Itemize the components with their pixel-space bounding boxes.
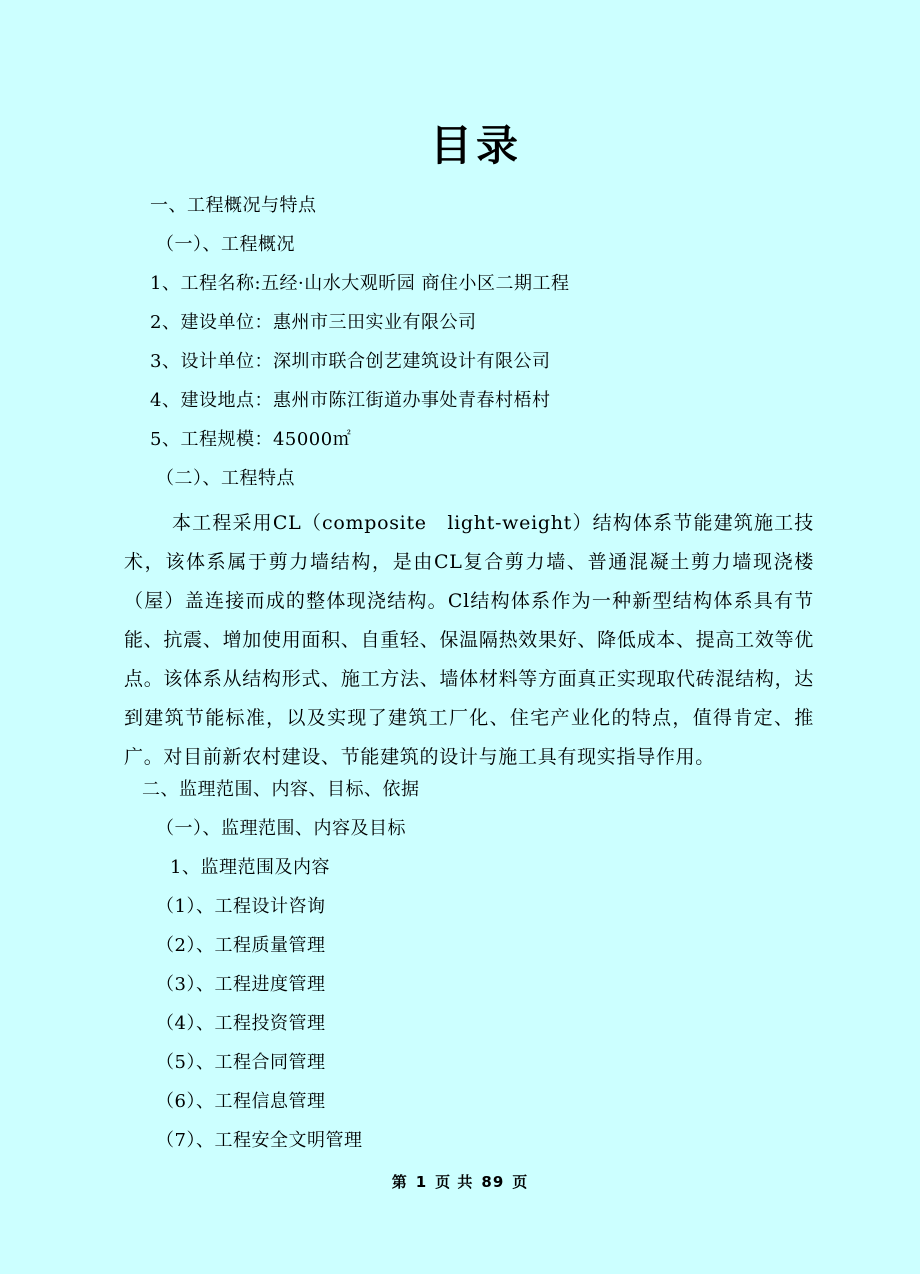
section-heading-2: 二、监理范围、内容、目标、依据 <box>142 779 420 800</box>
footer-mid: 页 共 <box>435 1173 474 1191</box>
client-line: 2、建设单位：惠州市三田实业有限公司 <box>150 312 477 333</box>
page-number: 1 <box>415 1173 428 1191</box>
list-item: （5）、工程合同管理 <box>156 1052 326 1073</box>
footer-suffix: 页 <box>512 1173 529 1191</box>
total-pages: 89 <box>481 1173 505 1191</box>
list-item: （3）、工程进度管理 <box>156 974 326 995</box>
subsection-heading: （一）、工程概况 <box>156 234 295 255</box>
designer-line: 3、设计单位：深圳市联合创艺建筑设计有限公司 <box>150 351 551 372</box>
scale-line: 5、工程规模：45000㎡ <box>150 429 352 450</box>
subsection-heading: （二）、工程特点 <box>156 468 295 489</box>
subsection-heading: （一）、监理范围、内容及目标 <box>156 818 406 839</box>
list-item: （6）、工程信息管理 <box>156 1091 326 1112</box>
location-line: 4、建设地点：惠州市陈江街道办事处青春村梧村 <box>150 390 551 411</box>
list-item: （2）、工程质量管理 <box>156 935 326 956</box>
list-item: （7）、工程安全文明管理 <box>156 1130 363 1151</box>
footer-prefix: 第 <box>391 1173 408 1191</box>
page-footer <box>0 1171 920 1192</box>
page-title: 目录 <box>429 121 522 170</box>
project-name-line: 1、工程名称:五经·山水大观昕园 商住小区二期工程 <box>150 273 570 294</box>
list-item: （1）、工程设计咨询 <box>156 896 326 917</box>
section-heading-1: 一、工程概况与特点 <box>150 195 317 216</box>
item-heading: 1、监理范围及内容 <box>170 857 330 878</box>
list-item: （4）、工程投资管理 <box>156 1013 326 1034</box>
body-paragraph: 本工程采用CL（composite light-weight）结构体系节能建筑施工技术，该体系属于剪力墙结构，是由CL复合剪力墙、普通混凝土剪力墙现浇楼（屋）盖连接而成的整体现浇结构。Cl结构体系作为一种新型结构体系具有节能、抗震、增加使用面积、自重轻、保温隔热效果好、降低成本、提高工效等优点。该体系从结构形式、施工方法、墙体材料等方面真正实现取代砖混结构，达到建筑节能标准，以及实现了建筑工厂化、住宅产业化的特点，值得肯定、推广。对目前新农村建设、节能建筑的设计与施工具有现实指导作用。 <box>124 512 814 768</box>
